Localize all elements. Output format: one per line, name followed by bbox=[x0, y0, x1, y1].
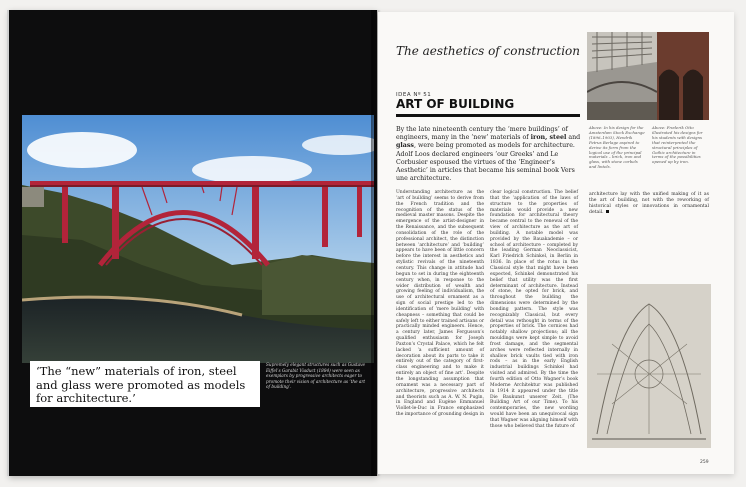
caption-stock-exchange: Above: In his design for the Amsterdam Stock Exchange (1896–1903), Hendrik Petrus Berlage aspired to derive its form from the logical use of the principal materials – brick, iron and glass, with stone corbels and lintels. bbox=[589, 125, 645, 170]
lead-text: , were being promoted as models for architecture. Adolf Loos declared engineers ‘our Greeks’ and Le Corbusier espoused the virtues of the ‘Engineer’s Aesthetic’ in articles that became his seminal book Vers une architecture. bbox=[396, 142, 575, 183]
idea-label: IDEA Nº 51 bbox=[396, 92, 432, 98]
body-column-3 bbox=[589, 192, 709, 216]
caption-otto-designs: Above: Frederik Otto illustrated his designs for his students with designs that reinterpreted the structural principles of Gothic architecture in terms of the possibilities opened up by iron. bbox=[652, 125, 703, 165]
lead-bold-glass: glass bbox=[396, 142, 414, 150]
stock-exchange-photo bbox=[587, 32, 709, 120]
end-mark bbox=[606, 210, 609, 213]
title-rule bbox=[396, 114, 580, 117]
photo-caption: Supremely elegant structures such as Gustave Eiffel’s Garabit Viaduct (1884) were seen as exemplars by progressive architects eager to promote their vision of architecture as ‘the art of building’. bbox=[266, 362, 366, 389]
article-title: ART OF BUILDING bbox=[396, 97, 515, 111]
running-head: The aesthetics of construction bbox=[396, 44, 581, 58]
lead-paragraph bbox=[396, 126, 582, 183]
lead-text: and bbox=[566, 134, 581, 142]
body-column-2: clear logical construction. The belief that the ‘application of the laws of structure to the properties of materials would provide a new foundation for architectural theory became central to the renewal of the view of architecture as the art of building. A notable model was provided by the Bauakademie – or school of architecture – completed by the leading German Neoclassicist, Karl Friedrich Schinkel, in Berlin in 1836. In place of the rotus in the Classical style that might have been expected, Schinkel demonstrated his belief that utility was the first determinant of architecture. Instead of stone, he opted for brick, and throughout the building the dimensions were determined by the bonding pattern. The style was recognizably Classical, but every detail was rethought in terms of the properties of brick. The cornices had notably shallow projections; all the mouldings were kept simple to avoid frost damage, and the segmental arches were reflected internally in shallow brick vaults tied with iron rods – as in the early English industrial buildings Schinkel had visited and admired. By the time the fourth edition of Otto Wagner’s book Moderne Architektur was published in 1914 it appeared under the title Die Baukunst unserer Zeit. (The Building Art of our Time). To his contemporaries, the new wording would have been an unequivocal sign that Wagner was aligning himself with those who believed that the future of bbox=[490, 190, 578, 429]
page-number: 259 bbox=[700, 460, 709, 465]
body-column-3-text: architecture lay with the unified making of it as the art of building, not with the reworking of historical styles or innovations in ornamental detail. bbox=[589, 192, 709, 215]
gothic-sketch-image bbox=[587, 284, 711, 448]
pull-quote: ‘The “new” materials of iron, steel and glass were promoted as models for architecture.’ bbox=[30, 361, 260, 407]
body-column-1: Understanding architecture as the ‘art of building’ seems to derive from the French tradition and the recognition of the status of the medieval master masons. Despite the emergence of the artist-designer in the Renaissance, and the subsequent consolidation of the role of the professional architect, the distinction between ‘architecture’ and ‘building’ appears to have been of little concern before the interest in aesthetics and stylistic revivals of the nineteenth century. This change in attitude had begun to set in during the eighteenth century when, in response to the wider distribution of wealth and growing feeling of individualism, the use of architectural ornament as a sign of social prestige led to the identification of ‘mere building’ with cheapness – something that could be safely left to either trained artisans or practically minded engineers. Hence, a century later, James Fergusson’s qualified enthusiasm for Joseph Paxton’s Crystal Palace, which he felt lacked ‘a sufficient amount of decoration about its parts to take it entirely out of the category of first-class engineering and to make it entirely an object of fine art’. Despite the longstanding assumption that ornament was a necessary part of architecture, progressive architects and theorists such as A. W. N. Pugin, in England and Eugène Emmanuel Viollet-le-Duc in France emphasized the importance of grounding design in bbox=[396, 190, 484, 418]
lead-bold-iron-steel: iron, steel bbox=[530, 134, 567, 142]
lead-text: By the late nineteenth century the ‘mere buildings’ of engineers, many in the ‘new’ materials of bbox=[396, 126, 568, 142]
viaduct-photo bbox=[22, 115, 374, 363]
